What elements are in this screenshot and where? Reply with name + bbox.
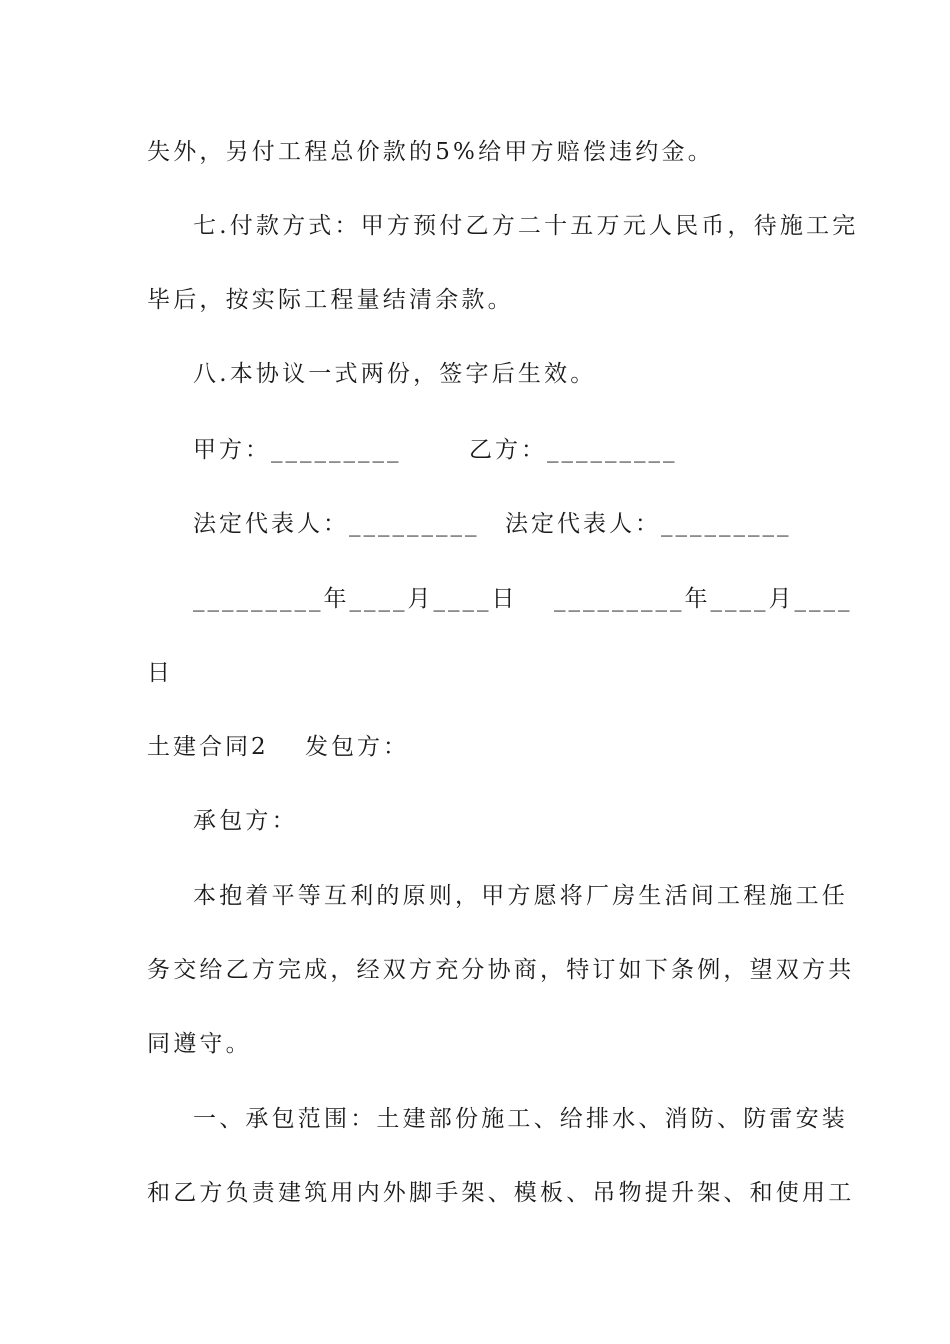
- contract-2-intro-line-3: 同遵守。: [147, 1031, 252, 1057]
- contract-2-scope-line-2: 和乙方负责建筑用内外脚手架、模板、吊物提升架、和使用工: [147, 1180, 855, 1206]
- signature-date-b: _________年____月____: [554, 586, 853, 612]
- contract-2-scope-line-1: 一、承包范围：土建部份施工、给排水、消防、防雷安装: [193, 1106, 848, 1132]
- paragraph-penalty-end: 失外，另付工程总价款的5%给甲方赔偿违约金。: [147, 139, 714, 165]
- contract-2-intro-line-1: 本抱着平等互利的原则，甲方愿将厂房生活间工程施工任: [193, 883, 848, 909]
- signature-date-a: _________年____月____日: [193, 586, 518, 612]
- signature-rep-a: 法定代表人：_________: [193, 511, 480, 537]
- signature-date-b-tail: 日: [147, 660, 174, 686]
- paragraph-payment-line-1: 七.付款方式：甲方预付乙方二十五万元人民币，待施工完: [193, 213, 859, 239]
- contract-2-contractor: 承包方：: [193, 808, 298, 834]
- signature-party-b: 乙方：_________: [469, 437, 678, 463]
- contract-2-employer: 发包方：: [305, 734, 409, 760]
- contract-2-title: 土建合同2: [147, 734, 269, 760]
- paragraph-payment-line-2: 毕后，按实际工程量结清余款。: [147, 287, 514, 313]
- paragraph-copies: 八.本协议一式两份，签字后生效。: [193, 361, 597, 387]
- signature-party-a: 甲方：_________: [193, 437, 402, 463]
- contract-2-intro-line-2: 务交给乙方完成，经双方充分协商，特订如下条例，望双方共: [147, 957, 855, 983]
- signature-rep-b: 法定代表人：_________: [505, 511, 792, 537]
